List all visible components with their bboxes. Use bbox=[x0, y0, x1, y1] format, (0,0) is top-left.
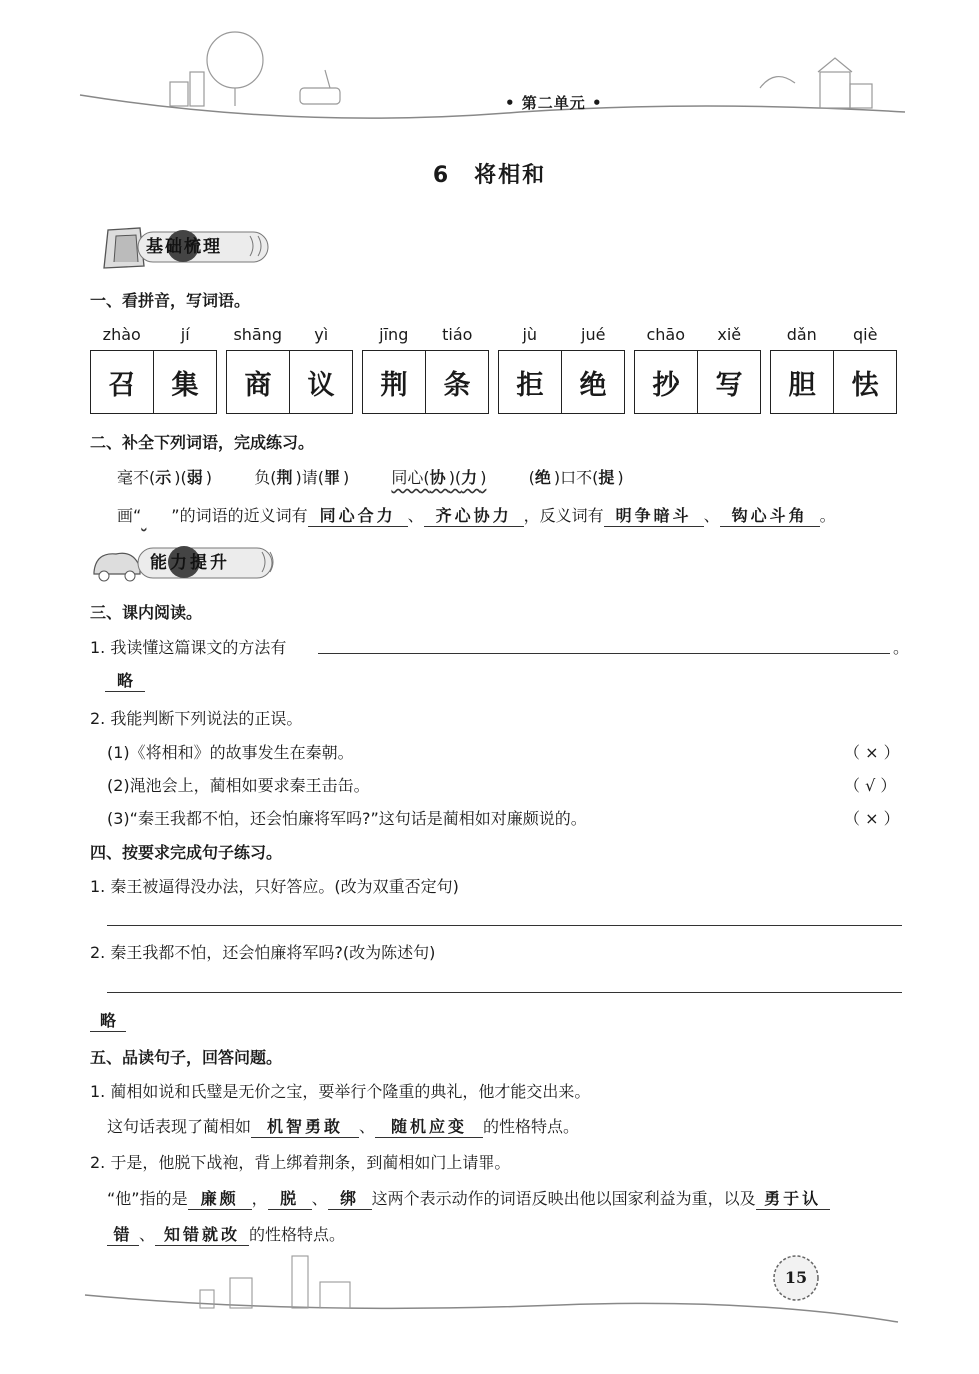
s5-answer-2 bbox=[107, 1186, 830, 1210]
separator: 、 bbox=[407, 506, 424, 525]
footer-decoration bbox=[0, 1240, 979, 1340]
idiom-3 bbox=[391, 468, 486, 487]
s5-question-1: 1. 蔺相如说和氏璧是无价之宝，要举行个隆重的典礼，他才能交出来。 bbox=[90, 1082, 591, 1101]
pinyin-word-2 bbox=[226, 325, 353, 414]
pinyin-syllable: xiě bbox=[717, 325, 742, 344]
page-number: 15 bbox=[784, 1268, 808, 1287]
pinyin-syllable: dǎn bbox=[786, 325, 817, 344]
pinyin-word-6 bbox=[770, 325, 897, 414]
s4-question-1: 1. 秦王被逼得没办法，只好答应。(改为双重否定句) bbox=[90, 877, 459, 896]
answer-blank: 随机应变 bbox=[375, 1114, 483, 1138]
pinyin-syllable: jué bbox=[581, 325, 606, 344]
separator: 、 bbox=[359, 1117, 376, 1136]
idiom-answer: 提 bbox=[598, 468, 618, 487]
separator: ， bbox=[251, 1189, 268, 1208]
answer-blank: 脱 bbox=[268, 1186, 312, 1210]
idiom-text: ) bbox=[342, 468, 350, 487]
idiom-answer: 力 bbox=[461, 468, 481, 487]
answer-line bbox=[107, 925, 902, 926]
pinyin-word-5 bbox=[634, 325, 761, 414]
idiom-text: )请( bbox=[295, 468, 324, 487]
answer-blank: 错 bbox=[107, 1222, 139, 1246]
idiom-1 bbox=[117, 468, 212, 487]
pinyin-word-1 bbox=[90, 325, 217, 414]
section-3-title: 三、课内阅读。 bbox=[90, 603, 203, 622]
idiom-text: 同心( bbox=[391, 468, 430, 487]
answer-char: 胆 bbox=[788, 369, 816, 401]
answer-blank: 勇于认 bbox=[756, 1186, 830, 1210]
pinyin-word-3 bbox=[362, 325, 489, 414]
question-text: 画“ bbox=[117, 506, 142, 525]
answer-text: 略 bbox=[90, 1008, 126, 1032]
answer-char: 写 bbox=[697, 351, 760, 413]
answer-blank: 机智勇敢 bbox=[251, 1114, 359, 1138]
idiom-text: 毫不( bbox=[117, 468, 156, 487]
header-decoration bbox=[0, 0, 979, 130]
idiom-answer: 绝 bbox=[534, 468, 554, 487]
question-text: 的性格特点。 bbox=[483, 1117, 580, 1136]
badge-ability bbox=[88, 540, 288, 592]
answer-text: 略 bbox=[105, 668, 145, 692]
question-text: 。 bbox=[893, 638, 910, 657]
wavy-line-icon bbox=[141, 506, 171, 525]
s5-answer-1 bbox=[107, 1114, 579, 1138]
judge-statement: (3)“秦王我都不怕，还会怕廉将军吗?”这句话是蔺相如对廉颇说的。 bbox=[107, 809, 587, 828]
idiom-answer: 荆 bbox=[276, 468, 296, 487]
answer-char: 抄 bbox=[652, 369, 680, 401]
separator: 、 bbox=[311, 1189, 328, 1208]
idiom-2 bbox=[254, 468, 349, 487]
badge-basic-label: 基础梳理 bbox=[146, 237, 222, 257]
answer-char: 荆 bbox=[380, 369, 408, 401]
answer-char: 议 bbox=[289, 351, 352, 413]
judge-mark: （ √ ） bbox=[844, 776, 897, 795]
section-5-title: 五、品读句子，回答问题。 bbox=[90, 1048, 283, 1067]
idiom-answer: 罪 bbox=[323, 468, 343, 487]
judge-mark: （ × ） bbox=[844, 809, 900, 828]
idiom-text: ) bbox=[480, 468, 487, 487]
badge-basic bbox=[100, 222, 280, 276]
synonym-row bbox=[117, 503, 836, 527]
answer-char: 拒 bbox=[516, 369, 544, 401]
answer-char: 商 bbox=[244, 369, 272, 401]
section-2-title: 二、补全下列词语，完成练习。 bbox=[90, 433, 315, 452]
question-text: 的性格特点。 bbox=[249, 1225, 346, 1244]
answer-char: 召 bbox=[108, 369, 136, 401]
idiom-text: ( bbox=[528, 468, 535, 487]
idiom-text: )( bbox=[448, 468, 462, 487]
question-text: “他”指的是 bbox=[107, 1189, 188, 1208]
judge-mark: （ × ） bbox=[844, 743, 900, 762]
question-text: 这两个表示动作的词语反映出他以国家利益为重，以及 bbox=[371, 1189, 756, 1208]
idiom-answer: 弱 bbox=[186, 468, 206, 487]
separator: 、 bbox=[703, 506, 720, 525]
pinyin-syllable: qiè bbox=[853, 325, 878, 344]
idiom-row bbox=[117, 465, 624, 488]
answer-blank: 同心合力 bbox=[308, 503, 408, 527]
pinyin-syllable: yì bbox=[314, 325, 329, 344]
judge-statement: (1)《将相和》的故事发生在秦朝。 bbox=[107, 743, 354, 762]
question-text: 。 bbox=[819, 506, 836, 525]
idiom-text: ) bbox=[205, 468, 213, 487]
s3-question-1 bbox=[90, 635, 286, 658]
section-1-title: 一、看拼音，写词语。 bbox=[90, 291, 251, 310]
pinyin-syllable: jí bbox=[180, 325, 190, 344]
section-4-title: 四、按要求完成句子练习。 bbox=[90, 843, 283, 862]
s3-question-2: 2. 我能判断下列说法的正误。 bbox=[90, 709, 303, 728]
judge-statement: (2)渑池会上，蔺相如要求秦王击缶。 bbox=[107, 776, 370, 795]
separator: 、 bbox=[139, 1225, 156, 1244]
question-text: ”的词语的近义词有 bbox=[171, 506, 308, 525]
answer-blank: 知错就改 bbox=[155, 1222, 249, 1246]
answer-blank: 廉颇 bbox=[188, 1186, 252, 1210]
pinyin-syllable: chāo bbox=[646, 325, 686, 344]
lesson-title: 6 将相和 bbox=[432, 163, 547, 188]
pinyin-syllable: shāng bbox=[233, 325, 283, 344]
answer-char: 条 bbox=[425, 351, 488, 413]
answer-blank: 齐心协力 bbox=[424, 503, 524, 527]
pinyin-syllable: jīng bbox=[379, 325, 409, 344]
pinyin-syllable: jù bbox=[522, 325, 538, 344]
idiom-text: ) bbox=[617, 468, 624, 487]
idiom-text: 负( bbox=[254, 468, 277, 487]
pinyin-syllable: zhào bbox=[102, 325, 141, 344]
answer-blank: 钩心斗角 bbox=[720, 503, 820, 527]
answer-char: 绝 bbox=[561, 351, 624, 413]
pinyin-grid bbox=[90, 325, 900, 417]
answer-line bbox=[318, 653, 890, 654]
idiom-text: )口不( bbox=[553, 468, 599, 487]
pinyin-word-4 bbox=[498, 325, 625, 414]
question-text: 1. 我读懂这篇课文的方法有 bbox=[90, 638, 287, 657]
question-text: ，反义词有 bbox=[523, 506, 604, 525]
answer-blank: 明争暗斗 bbox=[604, 503, 704, 527]
s5-question-2: 2. 于是，他脱下战袍，背上绑着荆条，到蔺相如门上请罪。 bbox=[90, 1153, 511, 1172]
s4-question-2: 2. 秦王我都不怕，还会怕廉将军吗?(改为陈述句) bbox=[90, 943, 436, 962]
answer-char: 怯 bbox=[833, 351, 896, 413]
idiom-answer: 示 bbox=[155, 468, 175, 487]
idiom-answer: 协 bbox=[429, 468, 449, 487]
answer-line bbox=[107, 992, 902, 993]
answer-char: 集 bbox=[153, 351, 216, 413]
idiom-text: )( bbox=[174, 468, 187, 487]
unit-title: • 第二单元 • bbox=[505, 94, 603, 112]
question-text: 这句话表现了蔺相如 bbox=[107, 1117, 252, 1136]
badge-ability-label: 能力提升 bbox=[150, 553, 230, 573]
pinyin-syllable: tiáo bbox=[442, 325, 473, 344]
idiom-4 bbox=[529, 468, 624, 487]
answer-blank: 绑 bbox=[328, 1186, 372, 1210]
